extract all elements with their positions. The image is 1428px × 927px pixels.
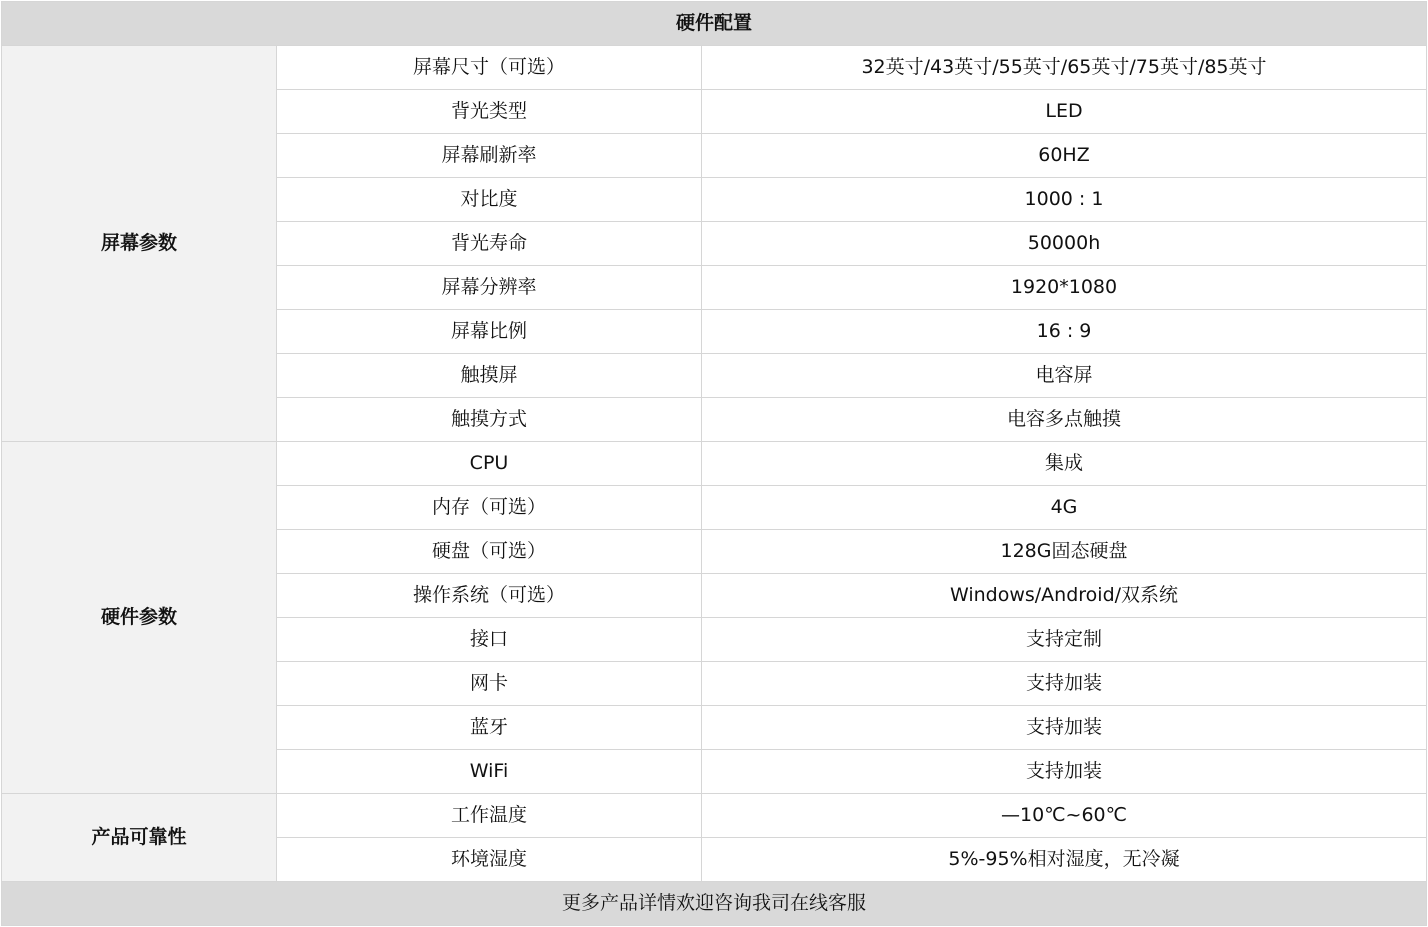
spec-value: 1000 : 1 bbox=[702, 178, 1427, 222]
footer-note: 更多产品详情欢迎咨询我司在线客服 bbox=[2, 882, 1427, 926]
spec-value: 支持加装 bbox=[702, 750, 1427, 794]
spec-key: 工作温度 bbox=[277, 794, 702, 838]
table-row bbox=[2, 794, 1427, 838]
spec-key: 屏幕刷新率 bbox=[277, 134, 702, 178]
spec-key: 操作系统（可选） bbox=[277, 574, 702, 618]
spec-value: 5%-95%相对湿度，无冷凝 bbox=[702, 838, 1427, 882]
spec-key: 环境湿度 bbox=[277, 838, 702, 882]
spec-value: 电容屏 bbox=[702, 354, 1427, 398]
table-footer-row bbox=[2, 882, 1427, 926]
table-row bbox=[2, 442, 1427, 486]
spec-key: 背光类型 bbox=[277, 90, 702, 134]
spec-table bbox=[1, 1, 1427, 926]
spec-value: 1920*1080 bbox=[702, 266, 1427, 310]
spec-key: 背光寿命 bbox=[277, 222, 702, 266]
spec-value: —10℃~60℃ bbox=[702, 794, 1427, 838]
group-label: 硬件参数 bbox=[2, 442, 277, 794]
spec-value: 16 : 9 bbox=[702, 310, 1427, 354]
spec-key: 蓝牙 bbox=[277, 706, 702, 750]
spec-value: 支持定制 bbox=[702, 618, 1427, 662]
spec-value: 128G固态硬盘 bbox=[702, 530, 1427, 574]
spec-key: WiFi bbox=[277, 750, 702, 794]
table-header-row bbox=[2, 2, 1427, 46]
group-label: 产品可靠性 bbox=[2, 794, 277, 882]
spec-key: 内存（可选） bbox=[277, 486, 702, 530]
spec-value: 支持加装 bbox=[702, 662, 1427, 706]
spec-key: 硬盘（可选） bbox=[277, 530, 702, 574]
spec-key: 触摸方式 bbox=[277, 398, 702, 442]
group-label: 屏幕参数 bbox=[2, 46, 277, 442]
spec-value: 60HZ bbox=[702, 134, 1427, 178]
spec-value: 支持加装 bbox=[702, 706, 1427, 750]
spec-key: 接口 bbox=[277, 618, 702, 662]
spec-value: 电容多点触摸 bbox=[702, 398, 1427, 442]
spec-key: CPU bbox=[277, 442, 702, 486]
spec-key: 对比度 bbox=[277, 178, 702, 222]
spec-key: 触摸屏 bbox=[277, 354, 702, 398]
spec-value: 集成 bbox=[702, 442, 1427, 486]
table-title: 硬件配置 bbox=[2, 2, 1427, 46]
spec-key: 屏幕比例 bbox=[277, 310, 702, 354]
spec-key: 屏幕尺寸（可选） bbox=[277, 46, 702, 90]
table-row bbox=[2, 46, 1427, 90]
spec-value: 32英寸/43英寸/55英寸/65英寸/75英寸/85英寸 bbox=[702, 46, 1427, 90]
spec-value: 50000h bbox=[702, 222, 1427, 266]
spec-value: Windows/Android/双系统 bbox=[702, 574, 1427, 618]
spec-key: 屏幕分辨率 bbox=[277, 266, 702, 310]
spec-value: 4G bbox=[702, 486, 1427, 530]
spec-value: LED bbox=[702, 90, 1427, 134]
spec-key: 网卡 bbox=[277, 662, 702, 706]
